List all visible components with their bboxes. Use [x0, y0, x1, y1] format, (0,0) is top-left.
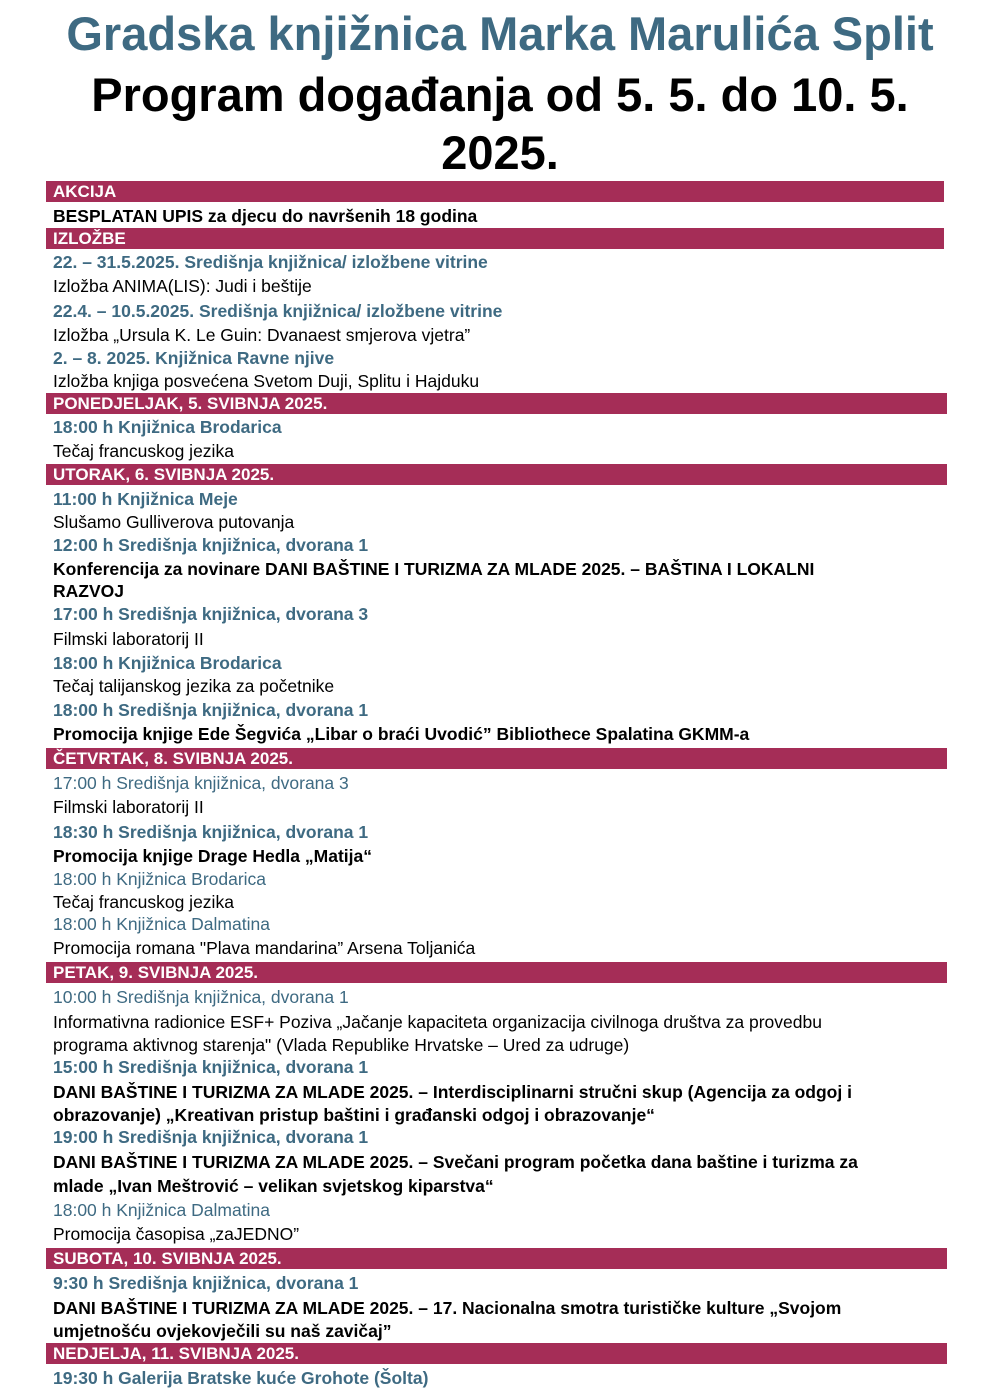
event-time-location: 17:00 h Središnja knjižnica, dvorana 3 — [53, 604, 369, 624]
event-description: Filmski laboratorij II — [53, 629, 204, 649]
event-time-location: 11:00 h Knjižnica Meje — [53, 489, 238, 509]
event-time-location: 18:30 h Središnja knjižnica, dvorana 1 — [53, 822, 369, 842]
event-time-location: 17:00 h Središnja knjižnica, dvorana 3 — [53, 773, 349, 793]
section-header-bar: NEDJELJA, 11. SVIBNJA 2025. — [46, 1343, 947, 1364]
event-description: Promocija romana "Plava mandarina” Arsena Toljanića — [53, 938, 476, 958]
section-header-bar: UTORAK, 6. SVIBNJA 2025. — [46, 464, 947, 485]
event-description: RAZVOJ — [53, 581, 124, 601]
event-description: Promocija knjige Drage Hedla „Matija“ — [53, 846, 372, 866]
event-description: DANI BAŠTINE I TURIZMA ZA MLADE 2025. – Svečani program početka dana baštine i turizma za — [53, 1152, 858, 1172]
section-header-bar: SUBOTA, 10. SVIBNJA 2025. — [46, 1248, 947, 1269]
event-description: DANI BAŠTINE I TURIZMA ZA MLADE 2025. – 17. Nacionalna smotra turističke kulture „Svojom — [53, 1298, 842, 1318]
section-header-bar: AKCIJA — [46, 181, 944, 202]
section-header-bar: ČETVRTAK, 8. SVIBNJA 2025. — [46, 748, 947, 769]
event-description: Tečaj francuskog jezika — [53, 441, 234, 461]
event-description: umjetnošću ovjekovječili su naš zavičaj” — [53, 1321, 392, 1341]
event-description: Izložba „Ursula K. Le Guin: Dvanaest smjerova vjetra” — [53, 325, 471, 345]
event-time-location: 18:00 h Knjižnica Brodarica — [53, 869, 267, 889]
event-description: Informativna radionice ESF+ Poziva „Jačanje kapaciteta organizacija civilnoga društva za provedbu — [53, 1012, 822, 1032]
section-header-bar: PONEDJELJAK, 5. SVIBNJA 2025. — [46, 393, 947, 414]
event-description: Konferencija za novinare DANI BAŠTINE I TURIZMA ZA MLADE 2025. – BAŠTINA I LOKALNI — [53, 559, 815, 579]
event-description: Promocija časopisa „zaJEDNO” — [53, 1224, 300, 1244]
event-time-location: 19:00 h Središnja knjižnica, dvorana 1 — [53, 1127, 369, 1147]
library-name-title: Gradska knjižnica Marka Marulića Split — [66, 7, 934, 60]
event-description: Filmski laboratorij II — [53, 797, 204, 817]
event-description: Tečaj talijanskog jezika za početnike — [53, 676, 335, 696]
event-description: DANI BAŠTINE I TURIZMA ZA MLADE 2025. – Interdisciplinarni stručni skup (Agencija za odgoj i — [53, 1082, 852, 1102]
event-time-location: 2. – 8. 2025. Knjižnica Ravne njive — [53, 348, 335, 368]
event-time-location: 18:00 h Knjižnica Brodarica — [53, 417, 282, 437]
event-time-location: 18:00 h Središnja knjižnica, dvorana 1 — [53, 700, 369, 720]
section-header-bar: PETAK, 9. SVIBNJA 2025. — [46, 962, 947, 983]
section-header-bar: IZLOŽBE — [46, 228, 944, 249]
event-description: Izložba ANIMA(LIS): Judi i beštije — [53, 276, 312, 296]
event-time-location: 12:00 h Središnja knjižnica, dvorana 1 — [53, 535, 369, 555]
event-time-location: 18:00 h Knjižnica Dalmatina — [53, 914, 270, 934]
event-description: Promocija knjige Ede Šegvića „Libar o braći Uvodić” Bibliothece Spalatina GKMM-a — [53, 724, 750, 744]
event-description: BESPLATAN UPIS za djecu do navršenih 18 godina — [53, 206, 478, 226]
event-time-location: 22. – 31.5.2025. Središnja knjižnica/ izložbene vitrine — [53, 252, 488, 272]
event-time-location: 9:30 h Središnja knjižnica, dvorana 1 — [53, 1273, 359, 1293]
event-description: programa aktivnog starenja" (Vlada Republike Hrvatske – Ured za udruge) — [53, 1035, 630, 1055]
event-time-location: 22.4. – 10.5.2025. Središnja knjižnica/ izložbene vitrine — [53, 301, 503, 321]
event-description: mlade „Ivan Meštrović – velikan svjetskog kiparstva“ — [53, 1176, 494, 1196]
event-description: Tečaj francuskog jezika — [53, 892, 234, 912]
event-time-location: 18:00 h Knjižnica Dalmatina — [53, 1200, 270, 1220]
program-title: Program događanja od 5. 5. do 10. 5. — [91, 68, 909, 121]
event-description: obrazovanje) „Kreativan pristup baštini i građanski odgoj i obrazovanje“ — [53, 1105, 655, 1125]
event-time-location: 10:00 h Središnja knjižnica, dvorana 1 — [53, 987, 349, 1007]
event-time-location: 18:00 h Knjižnica Brodarica — [53, 653, 282, 673]
event-description: Izložba knjiga posvećena Svetom Duji, Splitu i Hajduku — [53, 371, 480, 391]
program-title-year: 2025. — [441, 126, 559, 179]
event-time-location: 19:30 h Galerija Bratske kuće Grohote (Šolta) — [53, 1368, 429, 1388]
event-description: Slušamo Gulliverova putovanja — [53, 512, 295, 532]
event-time-location: 15:00 h Središnja knjižnica, dvorana 1 — [53, 1057, 369, 1077]
